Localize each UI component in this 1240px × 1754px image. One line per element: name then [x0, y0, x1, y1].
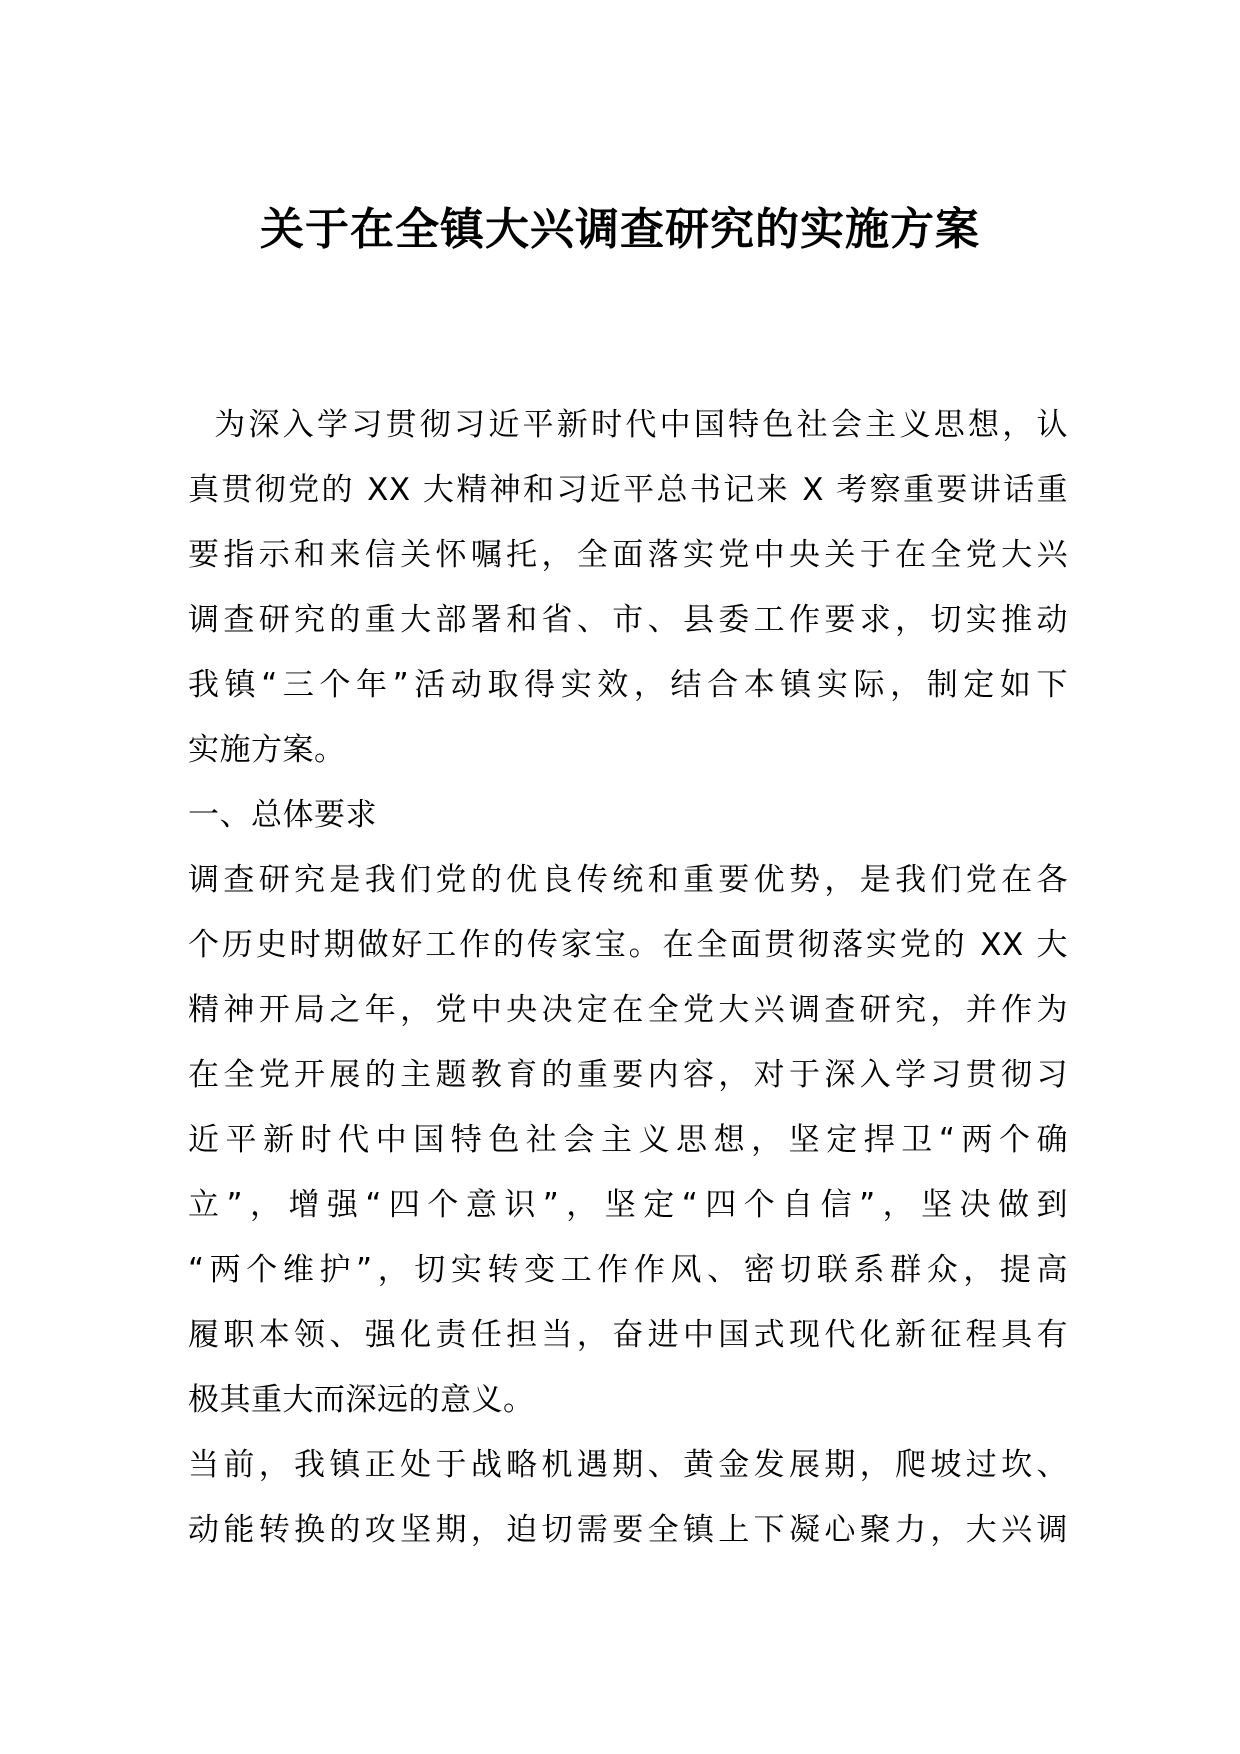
- body-line: 要指示和来信关怀嘱托，全面落实党中央关于在全党大兴: [188, 537, 1068, 573]
- body-line: 动能转换的攻坚期，迫切需要全镇上下凝心聚力，大兴调: [188, 1512, 1068, 1548]
- body-line: 我镇“三个年”活动取得实效，结合本镇实际，制定如下: [188, 667, 1068, 703]
- body-line: 为深入学习贯彻习近平新时代中国特色社会主义思想，认: [188, 407, 1068, 443]
- body-line: 真贯彻党的 XX 大精神和习近平总书记来 X 考察重要讲话重: [188, 472, 1068, 508]
- body-line: 个历史时期做好工作的传家宝。在全面贯彻落实党的 XX 大: [188, 927, 1068, 963]
- body-line: 调查研究是我们党的优良传统和重要优势，是我们党在各: [188, 862, 1068, 898]
- body-line: 在全党开展的主题教育的重要内容，对于深入学习贯彻习: [188, 1057, 1068, 1093]
- body-line: 履职本领、强化责任担当，奋进中国式现代化新征程具有: [188, 1317, 1068, 1353]
- body-line: 精神开局之年，党中央决定在全党大兴调查研究，并作为: [188, 992, 1068, 1028]
- document-body: [188, 393, 1068, 1563]
- document-title: 关于在全镇大兴调查研究的实施方案: [260, 204, 980, 255]
- body-line: 调查研究的重大部署和省、市、县委工作要求，切实推动: [188, 602, 1068, 638]
- body-line: 立”，增强“四个意识”，坚定“四个自信”，坚决做到: [188, 1187, 1068, 1223]
- body-line: “两个维护”，切实转变工作作风、密切联系群众，提高: [188, 1252, 1068, 1288]
- body-line: 实施方案。: [188, 732, 346, 768]
- body-line: 近平新时代中国特色社会主义思想，坚定捍卫“两个确: [188, 1122, 1068, 1158]
- body-line: 当前，我镇正处于战略机遇期、黄金发展期，爬坡过坎、: [188, 1447, 1068, 1483]
- body-line: 极其重大而深远的意义。: [188, 1382, 535, 1418]
- section-heading: 一、总体要求: [188, 797, 377, 833]
